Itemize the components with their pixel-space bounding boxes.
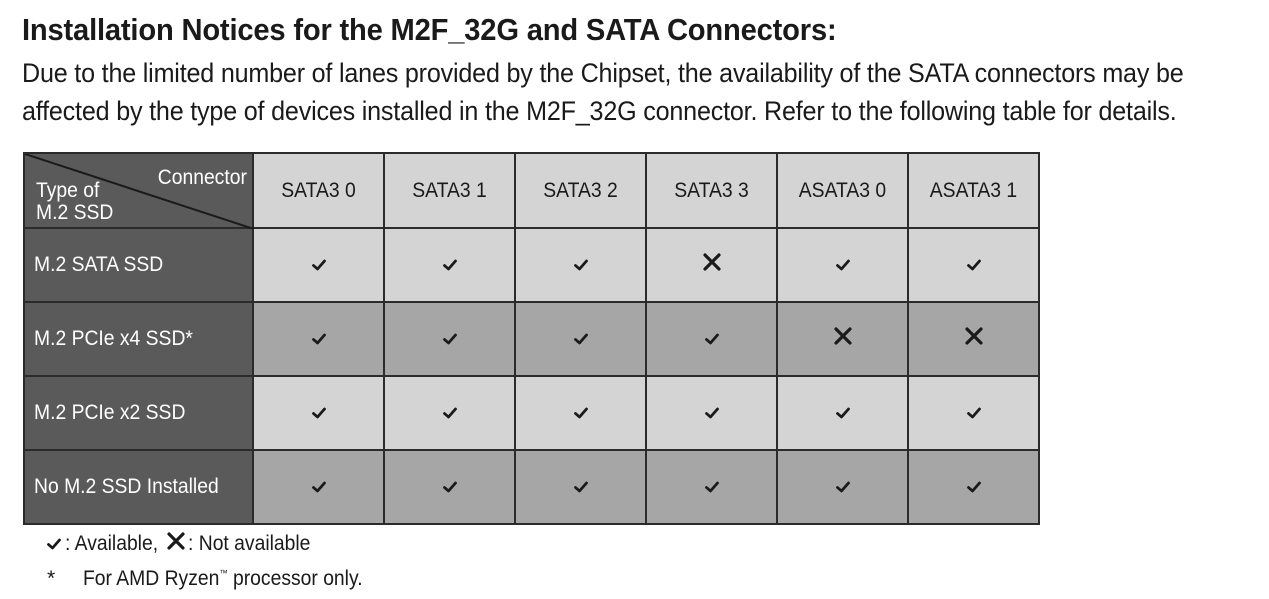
row-header: M.2 PCIe x2 SSD: [24, 376, 253, 450]
check-icon: [312, 253, 326, 277]
check-icon: [443, 253, 457, 277]
description-line: affected by the type of devices installed in the M2F_32G connector. Refer to the following table for details.: [22, 96, 1177, 126]
check-icon: [705, 401, 719, 425]
check-icon: [574, 475, 588, 499]
check-icon: [312, 401, 326, 425]
footnote: [47, 567, 387, 591]
table-cell: [515, 376, 646, 450]
table-cell: [908, 376, 1039, 450]
cross-icon: [166, 532, 186, 556]
table-cell: [646, 376, 777, 450]
page-title: Installation Notices for the M2F_32G and SATA Connectors:: [22, 12, 837, 47]
table-cell: [908, 228, 1039, 302]
table-cell: [384, 376, 515, 450]
cross-icon: [964, 327, 984, 351]
check-icon: [312, 475, 326, 499]
check-icon: [574, 253, 588, 277]
table-cell: [384, 228, 515, 302]
column-header: SATA3 2: [515, 153, 646, 228]
check-icon: [574, 401, 588, 425]
footnote-text: For AMD Ryzen™ processor only.: [83, 567, 363, 590]
check-icon: [967, 401, 981, 425]
table-cell: [515, 302, 646, 376]
legend: [47, 532, 321, 556]
check-icon: [967, 253, 981, 277]
check-icon: [312, 327, 326, 351]
row-header: M.2 SATA SSD: [24, 228, 253, 302]
corner-type-label: Type of M.2 SSD: [36, 179, 114, 224]
table-cell: [384, 302, 515, 376]
table-cell: [646, 450, 777, 524]
check-icon: [836, 253, 850, 277]
check-icon: [705, 475, 719, 499]
check-icon: [443, 327, 457, 351]
footnote-marker: *: [47, 567, 56, 590]
legend-not-available-label: : Not available: [188, 532, 311, 555]
table-cell: [646, 228, 777, 302]
table-cell: [777, 228, 908, 302]
table-cell: [646, 302, 777, 376]
table-row: [24, 376, 1039, 450]
check-icon: [836, 475, 850, 499]
trademark-symbol: ™: [219, 568, 228, 578]
check-icon: [47, 532, 61, 556]
table-row: [24, 450, 1039, 524]
table-cell: [908, 302, 1039, 376]
table-cell: [253, 228, 384, 302]
table-cell: [253, 450, 384, 524]
table-cell: [777, 302, 908, 376]
table-cell: [384, 450, 515, 524]
column-header: ASATA3 0: [777, 153, 908, 228]
check-icon: [574, 327, 588, 351]
description: [22, 54, 1231, 130]
legend-available-label: : Available,: [65, 532, 159, 555]
check-icon: [705, 327, 719, 351]
column-header: SATA3 3: [646, 153, 777, 228]
table-cell: [777, 376, 908, 450]
check-icon: [836, 401, 850, 425]
table-row: [24, 228, 1039, 302]
column-header: ASATA3 1: [908, 153, 1039, 228]
corner-header: [24, 153, 253, 228]
compatibility-table: [23, 152, 1040, 525]
header-row: [24, 153, 1039, 228]
table-cell: [908, 450, 1039, 524]
column-header: SATA3 0: [253, 153, 384, 228]
table-cell: [253, 302, 384, 376]
table-row: [24, 302, 1039, 376]
check-icon: [443, 401, 457, 425]
cross-icon: [833, 327, 853, 351]
row-header: No M.2 SSD Installed: [24, 450, 253, 524]
check-icon: [967, 475, 981, 499]
corner-connector-label: Connector: [157, 166, 247, 189]
table-cell: [253, 376, 384, 450]
table-cell: [515, 228, 646, 302]
table-cell: [515, 450, 646, 524]
table-cell: [777, 450, 908, 524]
cross-icon: [702, 253, 722, 277]
column-header: SATA3 1: [384, 153, 515, 228]
description-line: Due to the limited number of lanes provided by the Chipset, the availability of the SATA connectors may be: [22, 58, 1184, 88]
check-icon: [443, 475, 457, 499]
row-header: M.2 PCIe x4 SSD*: [24, 302, 253, 376]
